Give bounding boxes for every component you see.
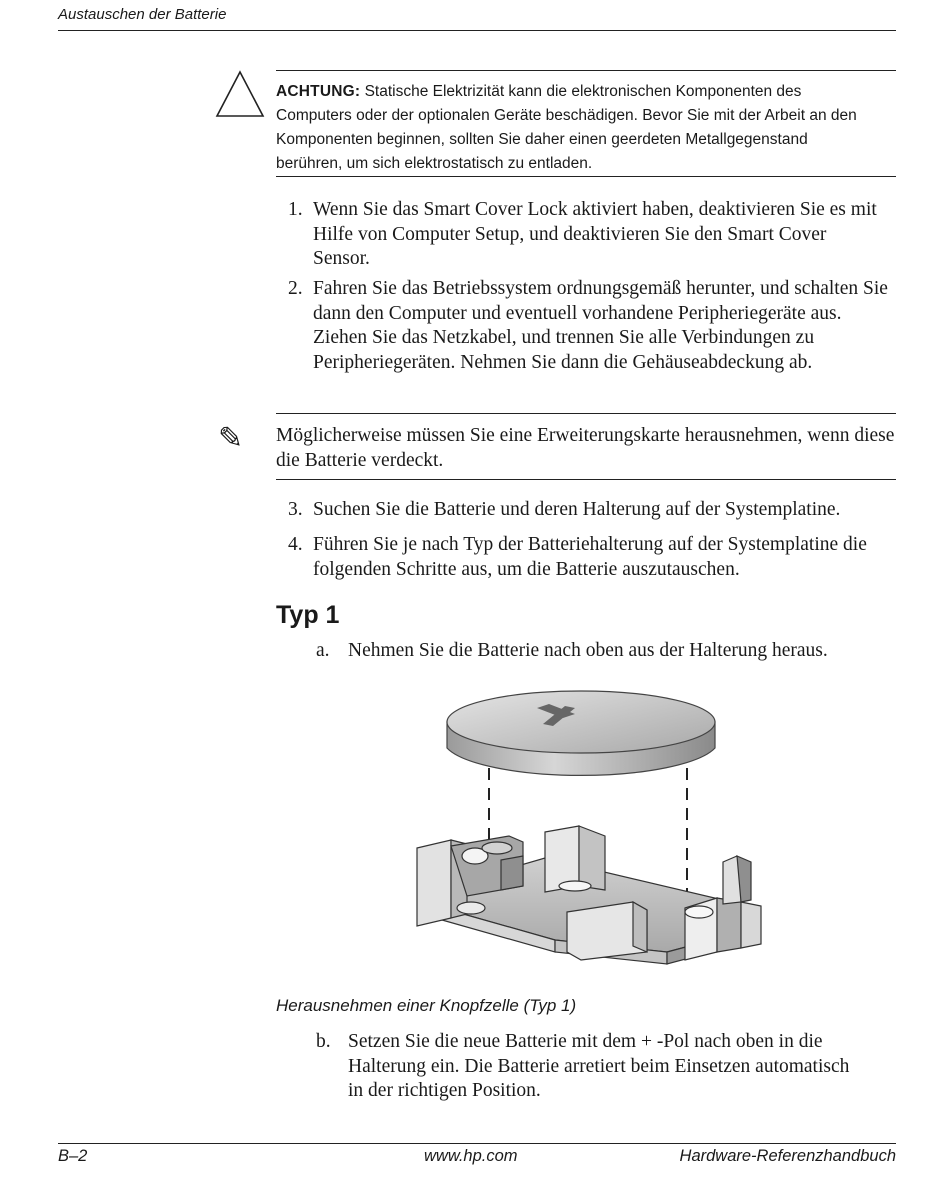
coin-cell-battery — [447, 691, 715, 775]
step-text: Suchen Sie die Batterie und deren Halterung auf der Systemplatine. — [313, 499, 841, 520]
caution-label: ACHTUNG: — [276, 83, 361, 100]
substep-letter: a. — [316, 640, 330, 661]
page-number: B–2 — [58, 1147, 88, 1165]
list-item — [288, 198, 888, 272]
step-text: Wenn Sie das Smart Cover Lock aktiviert haben, deaktivieren Sie es mit Hilfe von Computer Setup, und deaktivieren Sie den Smart Cover Sensor. — [313, 199, 877, 269]
list-item — [316, 639, 896, 664]
section-heading: Typ 1 — [276, 601, 340, 629]
battery-holder — [417, 826, 761, 964]
caution-top-rule — [276, 70, 896, 71]
step-number: 2. — [288, 278, 303, 299]
running-head: Austauschen der Batterie — [58, 6, 227, 23]
list-item — [288, 533, 900, 582]
step-number: 3. — [288, 499, 303, 520]
step-number: 4. — [288, 534, 303, 555]
figure-caption: Herausnehmen einer Knopfzelle (Typ 1) — [276, 996, 577, 1015]
caution-body: Statische Elektrizität kann die elektronischen Komponenten des Computers oder der optionalen Geräte beschädigen. Bevor Sie mit der Arbeit an den Komponenten beginnen, sollten Sie daher einen geerdeten Metallgegenstand berühren, um sich elektrostatisch zu entladen. — [276, 83, 857, 172]
pencil-note-icon: ✎ — [218, 422, 244, 455]
note-text: Möglicherweise müssen Sie eine Erweiterungskarte herausnehmen, wenn diese die Batterie verdeckt. — [276, 425, 895, 471]
warning-triangle-icon — [215, 70, 265, 118]
list-item — [288, 498, 900, 523]
list-item — [288, 277, 888, 375]
step-text: Führen Sie je nach Typ der Batteriehalterung auf der Systemplatine die folgenden Schritte aus, um die Batterie auszutauschen. — [313, 534, 867, 580]
note-top-rule — [276, 413, 896, 414]
step-number: 1. — [288, 199, 303, 220]
battery-removal-illustration — [405, 690, 805, 985]
caution-bottom-rule — [276, 176, 896, 177]
footer-rule — [58, 1143, 896, 1144]
substep-letter: b. — [316, 1031, 331, 1052]
substep-text: Setzen Sie die neue Batterie mit dem + -Pol nach oben in die Halterung ein. Die Batterie arretiert beim Einsetzen automatisch in der richtigen Position. — [348, 1031, 850, 1101]
footer-manual-title: Hardware-Referenzhandbuch — [679, 1147, 896, 1165]
list-item — [316, 1030, 896, 1104]
footer-url: www.hp.com — [424, 1147, 518, 1165]
note-bottom-rule — [276, 479, 896, 480]
substep-text: Nehmen Sie die Batterie nach oben aus der Halterung heraus. — [348, 640, 828, 661]
caution-text — [276, 80, 876, 176]
header-rule — [58, 30, 896, 31]
step-text: Fahren Sie das Betriebssystem ordnungsgemäß herunter, und schalten Sie dann den Computer und eventuell vorhandene Peripheriegeräte aus. Ziehen Sie das Netzkabel, und trennen Sie alle Verbindungen zu Peripheriegeräten. Nehmen Sie dann die Gehäuseabdeckung ab. — [313, 278, 888, 373]
